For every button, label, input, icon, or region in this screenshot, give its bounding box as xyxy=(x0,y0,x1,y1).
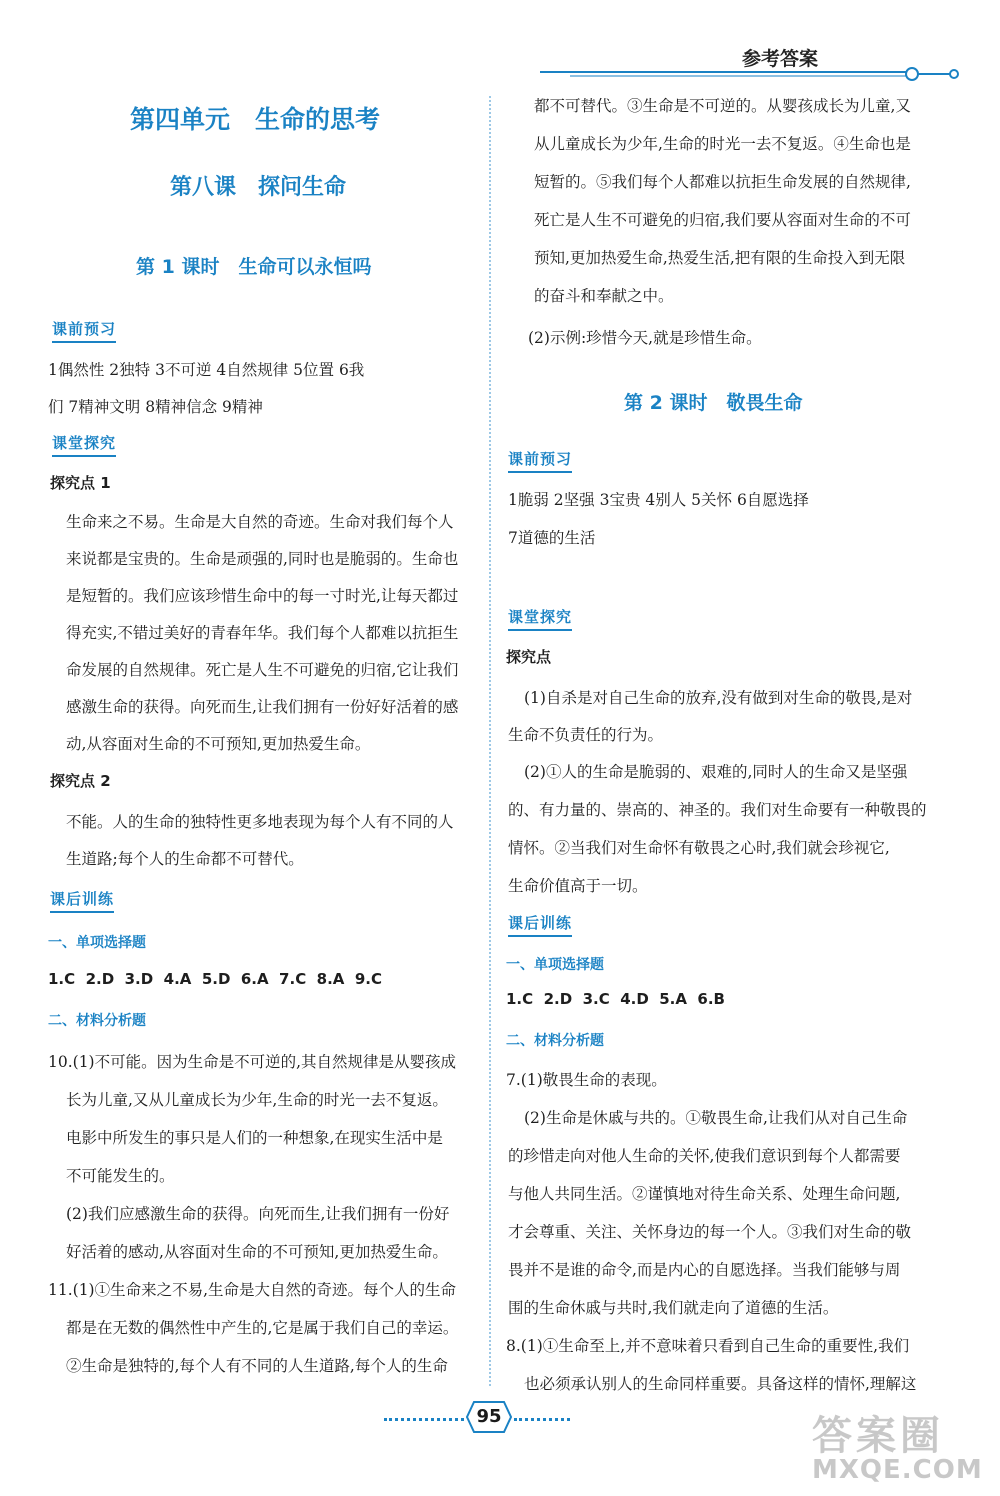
cont-line: 预知,更加热爱生命,热爱生活,把有限的生命投入到无限 xyxy=(534,249,906,267)
watermark-line1: 答案圈 xyxy=(812,1413,944,1459)
analysis-line: 11.(1)①生命来之不易,生命是大自然的奇迹。每个人的生命 xyxy=(48,1281,457,1299)
analysis-head-right: 二、材料分析题 xyxy=(506,1033,604,1049)
lesson-title: 第八课 探问生命 xyxy=(170,175,347,200)
unit-title: 第四单元 生命的思考 xyxy=(130,105,381,134)
header-label: 参考答案 xyxy=(742,48,819,70)
point-line-right: 情怀。②当我们对生命怀有敬畏之心时,我们就会珍视它, xyxy=(508,839,890,857)
cont-line: 死亡是人生不可避免的归宿,我们要从容面对生命的不可 xyxy=(534,211,911,229)
watermark-line2: MXQE.COM xyxy=(812,1455,983,1485)
point-line-right: 的、有力量的、崇高的、神圣的。我们对生命要有一种敬畏的 xyxy=(508,801,927,819)
analysis-line: 不可能发生的。 xyxy=(66,1167,175,1185)
class-tag-right: 课堂探究 xyxy=(508,606,572,631)
point1-line: 得充实,不错过美好的青春年华。我们每个人都难以抗拒生 xyxy=(66,624,459,642)
point-line-right: (1)自杀是对自己生命的放弃,没有做到对生命的敬畏,是对 xyxy=(524,689,913,707)
point-line-right: 生命价值高于一切。 xyxy=(508,877,648,895)
point2-line: 生道路;每个人的生命都不可替代。 xyxy=(66,850,304,868)
point1-line: 动,从容面对生命的不可预知,更加热爱生命。 xyxy=(66,735,371,753)
period-title-2: 第 2 课时 敬畏生命 xyxy=(624,392,803,414)
cont-line: 从儿童成长为少年,生命的时光一去不复返。④生命也是 xyxy=(534,135,911,153)
analysis-line-right: 8.(1)①生命至上,并不意味着只看到自己生命的重要性,我们 xyxy=(506,1337,910,1355)
point1-line: 是短暂的。我们应该珍惜生命中的每一寸时光,让每天都过 xyxy=(66,587,459,605)
footer-dots-right xyxy=(514,1418,570,1421)
preview-line-right: 1脆弱 2坚强 3宝贵 4别人 5关怀 6自愿选择 xyxy=(508,491,809,509)
single-choice-head-left: 一、单项选择题 xyxy=(48,935,146,951)
point1-line: 感激生命的获得。向死而生,让我们拥有一份好好活着的感 xyxy=(66,698,459,716)
point-head-right: 探究点 xyxy=(506,648,552,666)
point2-head: 探究点 2 xyxy=(50,772,111,790)
analysis-line-right: 围的生命休戚与共时,我们就走向了道德的生活。 xyxy=(508,1299,839,1317)
analysis-line-right: (2)生命是休戚与共的。①敬畏生命,让我们从对自己生命 xyxy=(524,1109,908,1127)
preview-line-right: 7道德的生活 xyxy=(508,529,596,547)
point-line-right: 生命不负责任的行为。 xyxy=(508,726,664,744)
cont-line: 短暂的。⑤我们每个人都难以抗拒生命发展的自然规律, xyxy=(534,173,911,191)
column-divider xyxy=(489,96,491,1386)
site-watermark xyxy=(812,1404,983,1485)
analysis-head-left: 二、材料分析题 xyxy=(48,1013,146,1029)
analysis-line: 电影中所发生的事只是人们的一种想象,在现实生活中是 xyxy=(66,1129,443,1147)
cont-line: (2)示例:珍惜今天,就是珍惜生命。 xyxy=(528,329,762,347)
analysis-line-right: 的珍惜走向对他人生命的关怀,使我们意识到每个人都需要 xyxy=(508,1147,901,1165)
analysis-line-right: 7.(1)敬畏生命的表现。 xyxy=(506,1071,667,1089)
point1-line: 来说都是宝贵的。生命是顽强的,同时也是脆弱的。生命也 xyxy=(66,550,459,568)
page-number-text: 95 xyxy=(476,1406,502,1427)
period-title-1: 第 1 课时 生命可以永恒吗 xyxy=(136,256,372,278)
analysis-line: 都是在无数的偶然性中产生的,它是属于我们自己的幸运。 xyxy=(66,1319,459,1337)
point-line-right: (2)①人的生命是脆弱的、艰难的,同时人的生命又是坚强 xyxy=(524,763,908,781)
analysis-line-right: 才会尊重、关注、关怀身边的每一个人。③我们对生命的敬 xyxy=(508,1223,912,1241)
single-choice-head-right: 一、单项选择题 xyxy=(506,957,604,973)
analysis-line-right: 与他人共同生活。②谨慎地对待生命关系、处理生命问题, xyxy=(508,1185,901,1203)
preview-tag-right: 课前预习 xyxy=(508,448,572,473)
footer-dots-left xyxy=(384,1418,464,1421)
point1-head: 探究点 1 xyxy=(50,474,111,492)
class-tag-left: 课堂探究 xyxy=(52,432,116,457)
analysis-line-right: 畏并不是谁的命令,而是内心的自愿选择。当我们能够与周 xyxy=(508,1261,901,1279)
choice-answers-right: 1.C 2.D 3.C 4.D 5.A 6.B xyxy=(506,990,725,1008)
page-number xyxy=(466,1400,512,1434)
preview-line: 1偶然性 2独特 3不可逆 4自然规律 5位置 6我 xyxy=(48,361,365,379)
analysis-line: 10.(1)不可能。因为生命是不可逆的,其自然规律是从婴孩成 xyxy=(48,1053,457,1071)
preview-tag-left: 课前预习 xyxy=(52,318,116,343)
after-tag-left: 课后训练 xyxy=(50,888,114,913)
analysis-line: ②生命是独特的,每个人有不同的人生道路,每个人的生命 xyxy=(66,1357,448,1375)
header-rule-decoration xyxy=(540,62,960,86)
preview-line: 们 7精神文明 8精神信念 9精神 xyxy=(48,398,263,416)
cont-line: 都不可替代。③生命是不可逆的。从婴孩成长为儿童,又 xyxy=(534,97,911,115)
analysis-line: 长为儿童,又从儿童成长为少年,生命的时光一去不复返。 xyxy=(66,1091,448,1109)
cont-line: 的奋斗和奉献之中。 xyxy=(534,287,674,305)
point1-line: 命发展的自然规律。死亡是人生不可避免的归宿,它让我们 xyxy=(66,661,459,679)
analysis-line: (2)我们应感激生命的获得。向死而生,让我们拥有一份好 xyxy=(66,1205,450,1223)
point2-line: 不能。人的生命的独特性更多地表现为每个人有不同的人 xyxy=(66,813,454,831)
after-tag-right: 课后训练 xyxy=(508,912,572,937)
choice-answers-left: 1.C 2.D 3.D 4.A 5.D 6.A 7.C 8.A 9.C xyxy=(48,970,382,988)
point1-line: 生命来之不易。生命是大自然的奇迹。生命对我们每个人 xyxy=(66,513,454,531)
analysis-line-right: 也必须承认别人的生命同样重要。具备这样的情怀,理解这 xyxy=(524,1375,917,1393)
analysis-line: 好活着的感动,从容面对生命的不可预知,更加热爱生命。 xyxy=(66,1243,448,1261)
